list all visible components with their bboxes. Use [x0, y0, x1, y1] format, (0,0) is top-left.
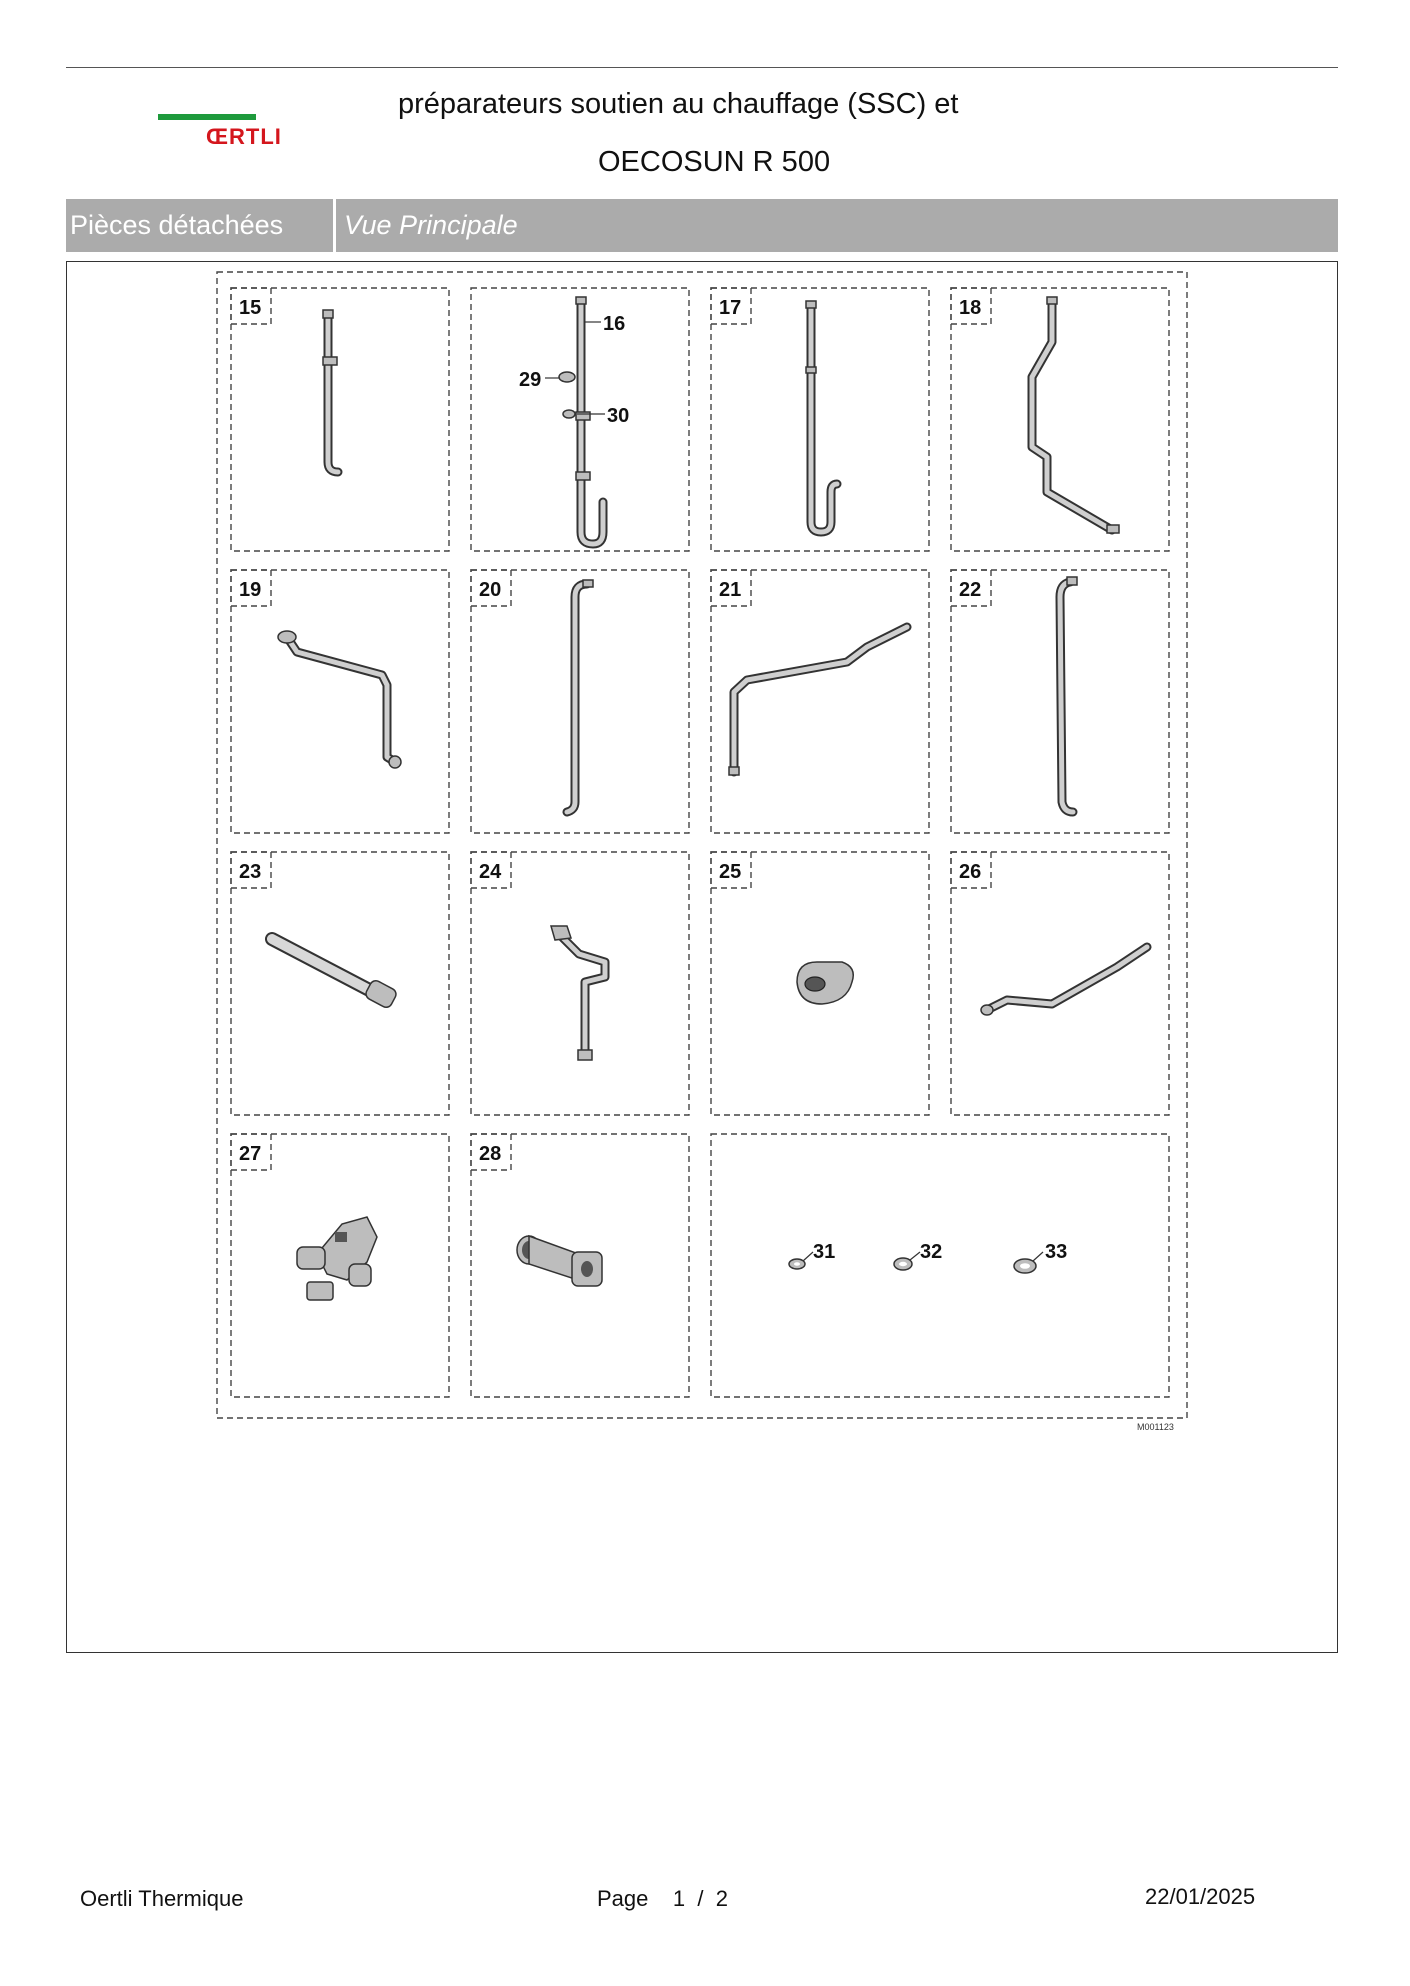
cell-17 — [711, 288, 929, 551]
logo-green-bar — [158, 114, 256, 120]
cell-23-number: 23 — [239, 861, 262, 883]
footer-company: Oertli Thermique — [80, 1886, 244, 1911]
view-label: Vue Principale — [344, 210, 518, 240]
diagram-frame — [66, 261, 1338, 1653]
cell-18-number: 18 — [959, 297, 982, 319]
callout-32: 32 — [920, 1241, 943, 1263]
pipe-16 — [559, 297, 603, 544]
valve-27 — [297, 1217, 377, 1300]
pipe-20 — [567, 580, 593, 812]
cell-21-number: 21 — [719, 579, 742, 601]
band-separator — [333, 199, 336, 252]
document-title-line2: OECOSUN R 500 — [598, 146, 831, 178]
cell-25 — [711, 852, 929, 1115]
pipe-24 — [551, 926, 605, 1060]
pipe-18 — [1032, 297, 1119, 533]
document-title-line1: préparateurs soutien au chauffage (SSC) et — [398, 88, 959, 120]
brand-logo — [158, 114, 318, 154]
pipe-21 — [729, 627, 907, 775]
cell-22-number: 22 — [959, 579, 982, 601]
cell-24 — [471, 852, 689, 1115]
cell-24-number: 24 — [479, 861, 502, 883]
cell-25-number: 25 — [719, 861, 742, 883]
callout-33: 33 — [1045, 1241, 1068, 1263]
cell-28 — [471, 1134, 689, 1397]
cell-23 — [231, 852, 449, 1115]
pipe-15 — [323, 310, 338, 472]
cell-20 — [471, 570, 689, 833]
cell-washers — [711, 1134, 1169, 1397]
cell-16 — [471, 288, 689, 551]
pipe-17 — [806, 301, 837, 532]
nut-25 — [797, 962, 853, 1004]
cell-18 — [951, 288, 1169, 551]
callout-16: 16 — [603, 313, 626, 335]
cell-27 — [231, 1134, 449, 1397]
cell-20-number: 20 — [479, 579, 502, 601]
diagram-reference: M001123 — [1137, 1422, 1174, 1432]
cell-15 — [231, 288, 449, 551]
cell-26 — [951, 852, 1169, 1115]
exploded-view-diagram — [67, 262, 1337, 1652]
section-label: Pièces détachées — [70, 210, 284, 240]
cell-19-number: 19 — [239, 579, 262, 601]
page-current: 1 — [672, 1886, 686, 1911]
page-separator: / — [697, 1886, 704, 1911]
pipe-22 — [1060, 577, 1077, 812]
pipe-26 — [981, 947, 1147, 1015]
callout-30: 30 — [607, 405, 630, 427]
logo-text: ŒRTLI — [206, 124, 282, 149]
callout-29: 29 — [519, 369, 542, 391]
page-total: 2 — [715, 1886, 728, 1911]
page-word: Page — [597, 1886, 649, 1911]
cell-21 — [711, 570, 929, 833]
cell-15-number: 15 — [239, 297, 262, 319]
cell-28-number: 28 — [479, 1143, 502, 1165]
fitting-28 — [517, 1236, 602, 1286]
footer-date: 22/01/2025 — [1145, 1884, 1256, 1909]
callout-31: 31 — [813, 1241, 836, 1263]
footer-pagination — [597, 1886, 728, 1912]
pipe-23 — [272, 939, 398, 1009]
cell-27-number: 27 — [239, 1143, 262, 1165]
cell-26-number: 26 — [959, 861, 982, 883]
cell-22 — [951, 570, 1169, 833]
cell-19 — [231, 570, 449, 833]
pipe-19 — [278, 631, 401, 768]
top-rule — [66, 67, 1338, 68]
section-band — [66, 199, 1338, 252]
cell-17-number: 17 — [719, 297, 742, 319]
